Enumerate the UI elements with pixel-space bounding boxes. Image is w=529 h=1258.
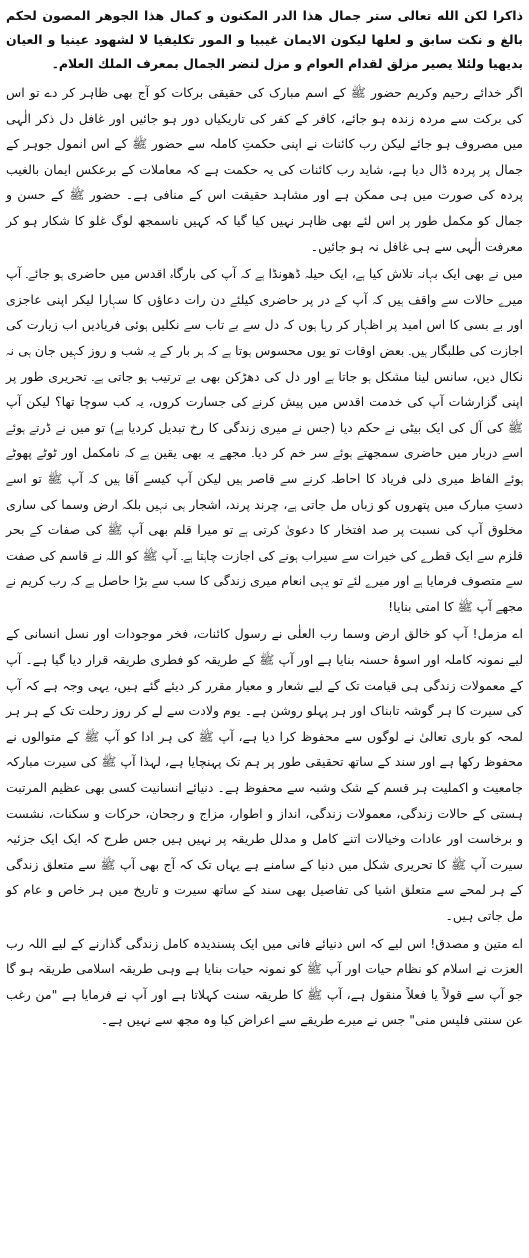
paragraph-4: اے متین و مصدق! اس لیے کہ اس دنیائے فانی میں ایک پسندیدہ کامل زندگی گذارنے کے لیے اللہ رب العزت نے اسلام کو نظام حیات اور آپ ﷺ کو نمونہ حیات بنایا ہے وہی طریقہ اسلامی طریقہ ہو گا جو آپ سے قولاً یا فعلاً منقول ہے، آپ ﷺ کا طریقہ سنت کہلاتا ہے اور آپ نے فرمایا ہے "من رغب عن سنتی فلیس منی" جس نے میرے طریقے سے اعراض کیا وہ مجھ سے نہیں ہے۔ bbox=[6, 935, 523, 1028]
paragraph-2: میں نے بھی ایک بہانہ تلاش کیا ہے، ایک حیلہ ڈھونڈا ہے کہ آپ کی بارگاہ اقدس میں حاضری ہو جائے۔ آپ میرے حالات سے واقف ہیں کہ آپ کے در پر حاضری کیلئے دن رات دعاؤں کا سہارا لیکر اپنی عاجزی اور بے بسی کا اس امید پر اظہار کر رہا ہوں کہ دل سے بے تاب سے نکلیں ہوئی فریادیں اب زیارت کی اجازت کی طلبگار ہیں۔ بعض اوقات تو یوں محسوس ہوتا ہے کہ ہر بار کے یہ شب و روز کہیں جان ہی نہ نکال دیں، سانس لینا مشکل ہو جاتا ہے اور دل کی دھڑکن بھی بے ترتیب ہو جاتی ہے۔ تحریری طور پر اپنی گزارشات آپ کی خدمت اقدس میں پیش کرنے کی جسارت کروں، یہ کب سوچا تھا؟ لیکن آپ ﷺ کی آل کی ایک بیٹی نے حکم دیا (جس نے میری زندگی کا رخ تبدیل کردیا ہے) تو میں نے ڈرتے ہوئے اسے دربار میں حاضری سمجھتے ہوئے سر خم کر دیا۔ مجھے یہ بھی یقین ہے کہ نامکمل اور ٹوٹے پھوٹے ہوئے الفاظ میری دلی فریاد کا احاطہ کرنے سے قاصر ہیں لیکن آپ کیسے آقا ہیں کہ آپ ﷺ تو اسے دستِ مبارک میں پتھروں کو زباں مل جاتی ہے، چرند پرند، اشجار ہی نہیں بلکہ ارض وسما کی ساری مخلوق آپ کی نسبت پر صد افتخار کا دعویٰ کرتی ہے تو میرا قلم بھی آپ ﷺ کی صفات کے بحر قلزم سے ایک قطرے کی خیرات سے سیراب ہونے کی اجازت چاہتا ہے۔ آپ ﷺ کو اللہ نے قاسم کی صفت سے متصوف فرمایا ہے اور میرے لئے تو یہی انعام میری زندگی کا سب سے بڑا حاصل ہے کہ رب کریم نے مجھے آپ ﷺ کا امتی بنایا! bbox=[6, 266, 523, 614]
paragraph-3: اے مزمل! آپ کو خالق ارض وسما رب العلٰی نے رسول کائنات، فخر موجودات اور نسل انسانی کے لیے نمونہ کاملہ اور اسوۂ حسنہ بنایا ہے اور آپ ﷺ کے طریقہ کو فطری طریقہ قرار دیا گیا ہے۔ آپ کے معمولات زندگی ہی قیامت تک کے لیے شعار و معیار مقرر کر دیئے گئے ہیں، یہی وجہ ہے کہ آپ کی سیرت کا ہر گوشہ تابناک اور ہر پہلو روشن ہے۔ یوم ولادت سے لے کر روز رحلت تک کے ہر ہر لمحہ کو باری تعالیٰ نے لوگوں سے محفوظ کرا دیا ہے، آپ ﷺ کی ہر ادا کو آپ ﷺ کے متوالوں نے محفوظ رکھا ہے اور سند کے ساتھ تحقیقی طور پر ہم تک پہنچایا ہے، لہذا آپ ﷺ کی سیرت مبارکہ جامعیت و اکملیت ہر قسم کے شک وشبہ سے محفوظ ہے۔ دنیائے انسانیت کسی بھی عظیم المرتبت ہستی کے حالات زندگی، معمولات زندگی، انداز و اطوار، مزاج و رجحان، حرکات و سکنات، نشست و برخاست اور عادات وخیالات اتنے کامل و مدلل طریقہ پر نہیں ہیں جس طرح کہ ایک ایک جزئیہ سیرت آپ ﷺ کا تحریری شکل میں دنیا کے سامنے ہے یہاں تک کہ آج بھی آپ ﷺ سے متعلق زندگی کے ہر لمحے سے متعلق اشیا کی تفاصیل بھی سند کے ساتھ سیرت و تاریخ میں ہر خاص و عام کو مل جاتی ہیں۔ bbox=[6, 626, 523, 923]
arabic-intro-paragraph: ذاكرا لكن الله تعالى ستر جمال هذا الدر المكنون و كمال هذا الجوهر المصون لحكم بالغ و نكت سابق و لعلها ليكون الايمان غيبيا و المور تكليفيا لا لشهود عينيا و العيان بديهيا ولئلا يصير مزلق لقدام العوام و مزل لنضر الجمال بمعرف الملك العلام۔ bbox=[6, 8, 523, 71]
paragraph-1: اگر خدائے رحیم وکریم حضور ﷺ کے اسم مبارک کی حقیقی برکات کو آج بھی ظاہر کر دے تو اس کی برکت سے مردہ زندہ ہو جائے، کافر کے کفر کی تاریکیاں دور ہو جائیں اور غافل دل ذکر الٰہی میں مصروف ہو جائے لیکن رب کائنات نے اپنی حکمتِ کاملہ سے حضور ﷺ کے اس انمول جوہر کے جمال پر پردہ ڈال دیا ہے، شاید رب کائنات کی یہ حکمت ہے کہ معاملات کے برعکس ایمان بالغیب پردہ کی صورت میں ہی ممکن ہے اور مشاہد حقیقت اس کے منافی ہے۔ حضور ﷺ کے حسن و جمال کو مکمل طور پر اس لئے بھی ظاہر نہیں کیا گیا کہ کہیں ناسمجھ لوگ غلو کا شکار ہو کر معرفت الٰہی سے ہی غافل نہ ہو جائیں۔ bbox=[6, 85, 523, 254]
